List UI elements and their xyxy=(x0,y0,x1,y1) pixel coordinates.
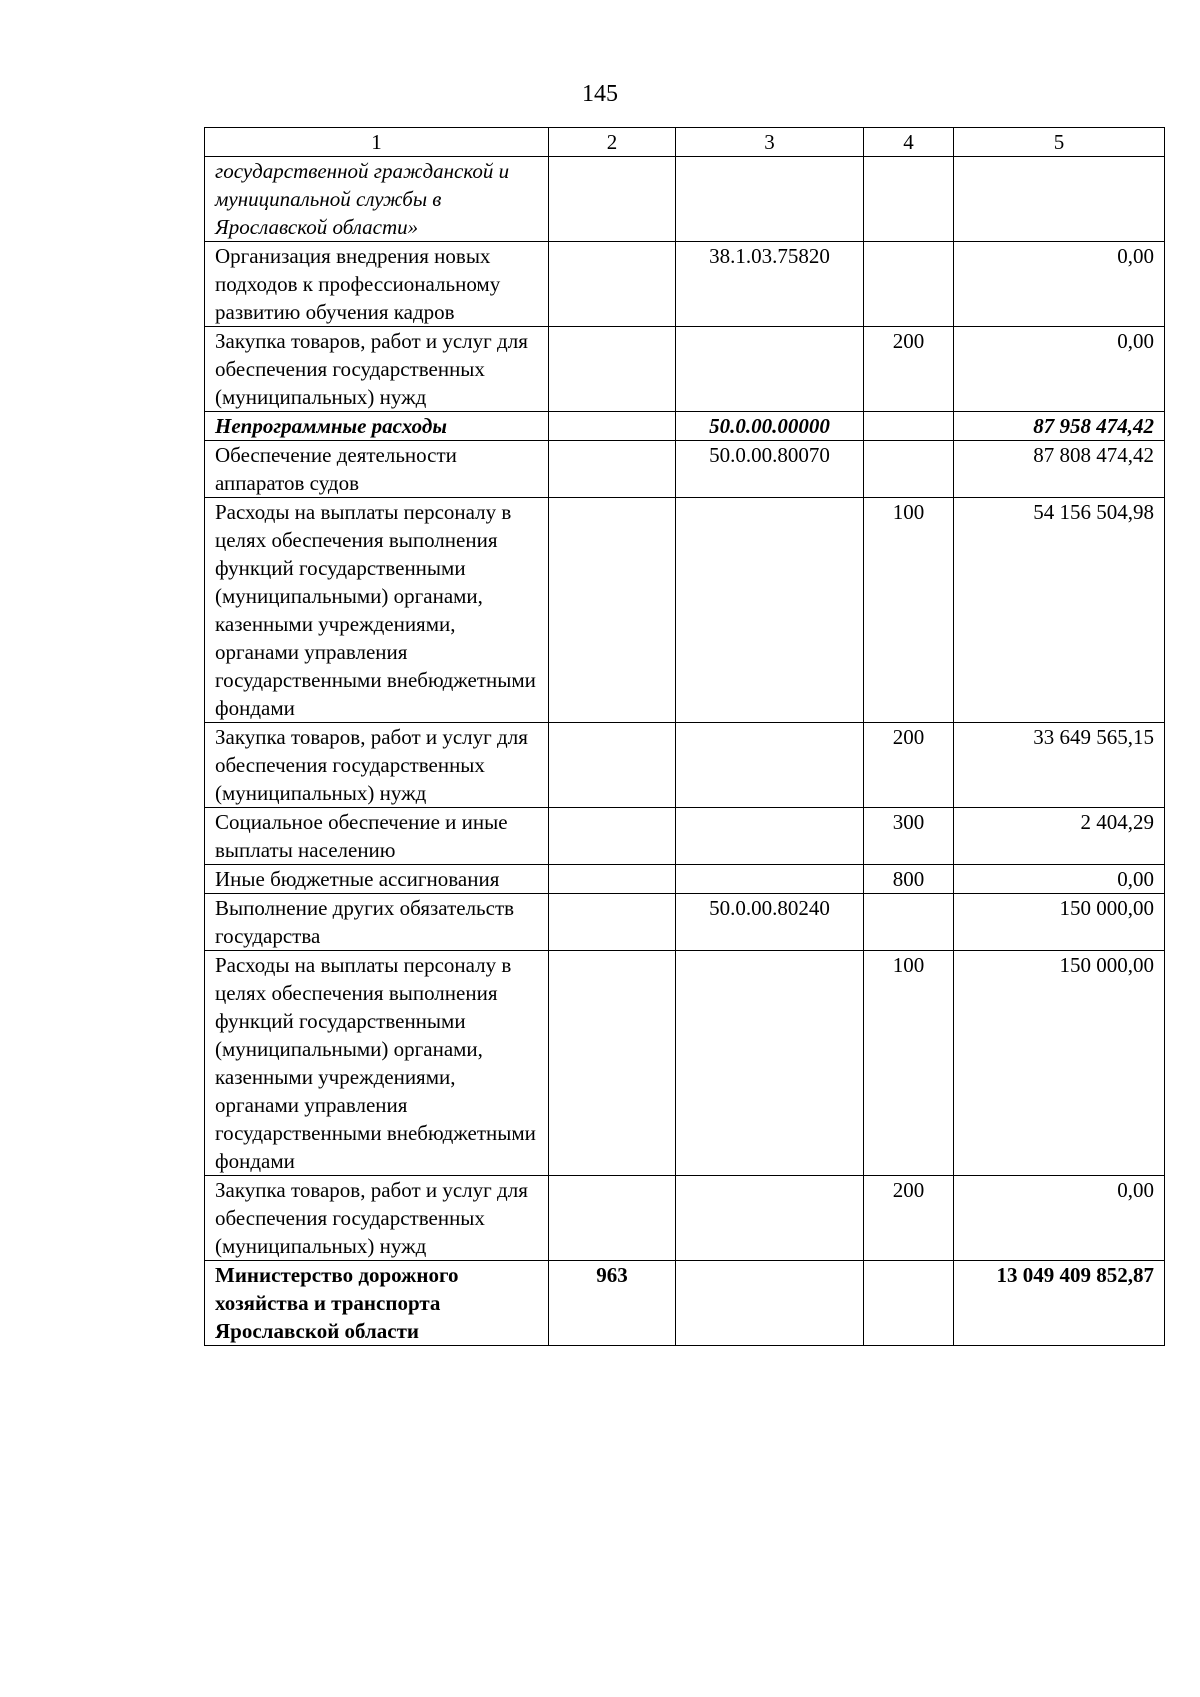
table-row xyxy=(205,498,1165,723)
row-code-cell xyxy=(676,951,864,1176)
row-amount-cell: 87 808 474,42 xyxy=(954,441,1165,498)
row-type-cell xyxy=(864,894,954,951)
row-code-cell: 50.0.00.00000 xyxy=(676,412,864,441)
header-row xyxy=(205,128,1165,157)
row-col2-cell xyxy=(549,951,676,1176)
row-amount-cell: 0,00 xyxy=(954,327,1165,412)
table-row xyxy=(205,327,1165,412)
row-type-cell: 200 xyxy=(864,327,954,412)
row-code-cell xyxy=(676,865,864,894)
header-col-2: 2 xyxy=(549,128,676,157)
table-row xyxy=(205,894,1165,951)
row-amount-cell: 87 958 474,42 xyxy=(954,412,1165,441)
header-col-4: 4 xyxy=(864,128,954,157)
row-col2-cell xyxy=(549,327,676,412)
row-code-cell xyxy=(676,808,864,865)
row-col2-cell xyxy=(549,808,676,865)
table-row xyxy=(205,951,1165,1176)
table-row xyxy=(205,157,1165,242)
row-name-cell: Закупка товаров, работ и услуг для обеспечения государственных (муниципальных) нужд xyxy=(205,327,549,412)
row-type-cell: 300 xyxy=(864,808,954,865)
row-amount-cell: 0,00 xyxy=(954,1176,1165,1261)
row-col2-cell xyxy=(549,441,676,498)
row-code-cell xyxy=(676,157,864,242)
table-row xyxy=(205,1261,1165,1346)
row-name-cell: Выполнение других обязательств государства xyxy=(205,894,549,951)
row-name-cell: Закупка товаров, работ и услуг для обеспечения государственных (муниципальных) нужд xyxy=(205,723,549,808)
table-row xyxy=(205,412,1165,441)
row-name-cell: Обеспечение деятельности аппаратов судов xyxy=(205,441,549,498)
row-type-cell: 800 xyxy=(864,865,954,894)
row-code-cell xyxy=(676,1176,864,1261)
row-name-cell: государственной гражданской и муниципальной службы в Ярославской области» xyxy=(205,157,549,242)
row-amount-cell: 54 156 504,98 xyxy=(954,498,1165,723)
row-amount-cell: 0,00 xyxy=(954,865,1165,894)
table-row xyxy=(205,441,1165,498)
row-amount-cell: 0,00 xyxy=(954,242,1165,327)
row-code-cell: 50.0.00.80070 xyxy=(676,441,864,498)
header-col-1: 1 xyxy=(205,128,549,157)
row-code-cell xyxy=(676,327,864,412)
row-type-cell xyxy=(864,412,954,441)
header-col-5: 5 xyxy=(954,128,1165,157)
row-type-cell: 200 xyxy=(864,723,954,808)
row-col2-cell xyxy=(549,865,676,894)
row-col2-cell xyxy=(549,498,676,723)
table-row xyxy=(205,242,1165,327)
row-type-cell: 100 xyxy=(864,498,954,723)
row-col2-cell: 963 xyxy=(549,1261,676,1346)
row-type-cell xyxy=(864,1261,954,1346)
row-amount-cell: 150 000,00 xyxy=(954,894,1165,951)
row-type-cell xyxy=(864,441,954,498)
table-row xyxy=(205,1176,1165,1261)
row-name-cell: Иные бюджетные ассигнования xyxy=(205,865,549,894)
header-col-3: 3 xyxy=(676,128,864,157)
row-name-cell: Социальное обеспечение и иные выплаты населению xyxy=(205,808,549,865)
row-type-cell xyxy=(864,157,954,242)
row-name-cell: Непрограммные расходы xyxy=(205,412,549,441)
page-number: 145 xyxy=(582,81,618,107)
row-name-cell: Организация внедрения новых подходов к профессиональному развитию обучения кадров xyxy=(205,242,549,327)
row-col2-cell xyxy=(549,157,676,242)
table-row xyxy=(205,865,1165,894)
budget-table xyxy=(204,127,1165,1346)
row-col2-cell xyxy=(549,242,676,327)
row-type-cell: 100 xyxy=(864,951,954,1176)
table-body xyxy=(205,157,1165,1346)
row-code-cell xyxy=(676,498,864,723)
row-code-cell xyxy=(676,1261,864,1346)
row-amount-cell: 2 404,29 xyxy=(954,808,1165,865)
row-amount-cell: 150 000,00 xyxy=(954,951,1165,1176)
row-type-cell: 200 xyxy=(864,1176,954,1261)
row-col2-cell xyxy=(549,412,676,441)
row-name-cell: Министерство дорожного хозяйства и транспорта Ярославской области xyxy=(205,1261,549,1346)
row-amount-cell xyxy=(954,157,1165,242)
row-col2-cell xyxy=(549,723,676,808)
row-col2-cell xyxy=(549,894,676,951)
row-code-cell: 50.0.00.80240 xyxy=(676,894,864,951)
row-amount-cell: 13 049 409 852,87 xyxy=(954,1261,1165,1346)
row-name-cell: Расходы на выплаты персоналу в целях обеспечения выполнения функций государственными (муниципальными) органами, казенными учреждениями, органами управления государственными внебюджетными фондами xyxy=(205,951,549,1176)
row-name-cell: Закупка товаров, работ и услуг для обеспечения государственных (муниципальных) нужд xyxy=(205,1176,549,1261)
row-code-cell xyxy=(676,723,864,808)
row-col2-cell xyxy=(549,1176,676,1261)
table-row xyxy=(205,808,1165,865)
row-amount-cell: 33 649 565,15 xyxy=(954,723,1165,808)
table-row xyxy=(205,723,1165,808)
row-type-cell xyxy=(864,242,954,327)
row-name-cell: Расходы на выплаты персоналу в целях обеспечения выполнения функций государственными (муниципальными) органами, казенными учреждениями, органами управления государственными внебюджетными фондами xyxy=(205,498,549,723)
row-code-cell: 38.1.03.75820 xyxy=(676,242,864,327)
